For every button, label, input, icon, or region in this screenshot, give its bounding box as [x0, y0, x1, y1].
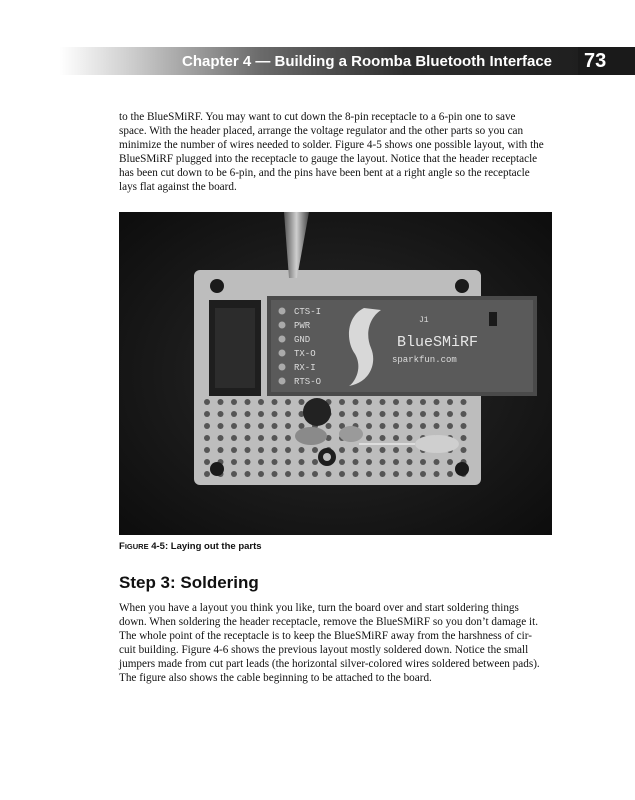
perfboard-hole [326, 423, 332, 429]
pin-label: CTS-I [294, 307, 322, 317]
perfboard-hole [434, 471, 440, 477]
perfboard-hole [272, 447, 278, 453]
perfboard-hole [285, 423, 291, 429]
perfboard-hole [380, 471, 386, 477]
perfboard-hole [204, 435, 210, 441]
perfboard-hole [258, 447, 264, 453]
perfboard-hole [393, 435, 399, 441]
perfboard-hole [339, 399, 345, 405]
perfboard-hole [434, 459, 440, 465]
perfboard-hole [447, 423, 453, 429]
perfboard-hole [204, 399, 210, 405]
perfboard-hole [434, 423, 440, 429]
perfboard-hole [380, 435, 386, 441]
pin-label: TX-O [294, 349, 316, 359]
perfboard-hole [393, 411, 399, 417]
perfboard-hole [285, 459, 291, 465]
perfboard-hole [447, 459, 453, 465]
perfboard-hole [258, 399, 264, 405]
perfboard-hole [339, 447, 345, 453]
perfboard-hole [366, 459, 372, 465]
perfboard-hole [366, 411, 372, 417]
perfboard-hole [272, 423, 278, 429]
perfboard-hole [272, 399, 278, 405]
perfboard-hole [231, 399, 237, 405]
brand-label: BlueSMiRF [397, 334, 479, 351]
perfboard-hole [312, 447, 318, 453]
perfboard-hole [407, 459, 413, 465]
perfboard-hole [353, 447, 359, 453]
perfboard-hole [299, 447, 305, 453]
perfboard-hole [407, 423, 413, 429]
perfboard-hole [272, 459, 278, 465]
perfboard-hole [447, 399, 453, 405]
perfboard-hole [380, 411, 386, 417]
perfboard-hole [231, 423, 237, 429]
perfboard-hole [434, 399, 440, 405]
perfboard-hole [285, 471, 291, 477]
perfboard-hole [312, 471, 318, 477]
perfboard-hole [393, 447, 399, 453]
perfboard-hole [272, 411, 278, 417]
perfboard-hole [231, 447, 237, 453]
paragraph-line: space. With the header placed, arrange the voltage regulator and the other parts so you can [119, 125, 524, 137]
paragraph-line: When you have a layout you think you like, turn the board over and start soldering things [119, 602, 519, 614]
perfboard-hole [380, 423, 386, 429]
voltage-regulator [303, 398, 331, 426]
perfboard-hole [461, 447, 467, 453]
perfboard-hole [366, 399, 372, 405]
perfboard-hole [231, 435, 237, 441]
perfboard-hole [366, 447, 372, 453]
perfboard-hole [461, 435, 467, 441]
perfboard-hole [285, 435, 291, 441]
figure-caption: FIGURE 4-5: Laying out the parts [119, 541, 262, 552]
perfboard-hole [353, 411, 359, 417]
perfboard-hole [393, 471, 399, 477]
pin-label: RTS-O [294, 377, 322, 387]
perfboard-hole [258, 471, 264, 477]
chapter-title: Chapter 4 — Building a Roomba Bluetooth Interface [182, 53, 553, 70]
section-heading: Step 3: Soldering [119, 573, 259, 592]
perfboard-hole [299, 471, 305, 477]
figure-photo-circuit-board [119, 212, 552, 535]
perfboard-hole [434, 411, 440, 417]
paragraph-line: cuit building. Figure 4-6 shows the previous layout mostly soldered down. Notice the small [119, 644, 529, 656]
perfboard-hole [326, 471, 332, 477]
paragraph-line: The figure also shows the cable beginning to be attached to the board. [119, 672, 432, 684]
perfboard-hole [218, 423, 224, 429]
perfboard-hole [218, 411, 224, 417]
perfboard-hole [407, 435, 413, 441]
perfboard-hole [380, 459, 386, 465]
paragraph-line: has been cut down to be 6-pin, and the pins have been bent at a right angle so the receptacle [119, 167, 530, 179]
perfboard-hole [353, 399, 359, 405]
perfboard-hole [447, 471, 453, 477]
perfboard-hole [353, 459, 359, 465]
paragraph-line: lays flat against the board. [119, 181, 237, 193]
perfboard-hole [366, 423, 372, 429]
perfboard-hole [447, 411, 453, 417]
perfboard-hole [366, 471, 372, 477]
perfboard-hole [258, 435, 264, 441]
perfboard-hole [204, 447, 210, 453]
perfboard-hole [218, 447, 224, 453]
site-label: sparkfun.com [392, 355, 457, 365]
perfboard-hole [407, 411, 413, 417]
perfboard-hole [380, 399, 386, 405]
perfboard-hole [393, 459, 399, 465]
paragraph-line: to the BlueSMiRF. You may want to cut down the 8-pin receptacle to a 6-pin one to save [119, 111, 516, 123]
perfboard-hole [461, 399, 467, 405]
perfboard-hole [231, 411, 237, 417]
perfboard-hole [285, 411, 291, 417]
led [415, 435, 459, 453]
perfboard-hole [339, 411, 345, 417]
perfboard-hole [245, 423, 251, 429]
perfboard-hole [461, 423, 467, 429]
perfboard-hole [204, 423, 210, 429]
perfboard-hole [420, 399, 426, 405]
perfboard-hole [258, 459, 264, 465]
perfboard-hole [231, 459, 237, 465]
perfboard-hole [339, 471, 345, 477]
perfboard-hole [461, 411, 467, 417]
perfboard-hole [420, 411, 426, 417]
perfboard-hole [285, 447, 291, 453]
perfboard-hole [258, 423, 264, 429]
capacitor [295, 427, 327, 445]
pin-label: RX-I [294, 363, 316, 373]
perfboard-hole [245, 447, 251, 453]
perfboard-hole [407, 471, 413, 477]
perfboard-hole [245, 435, 251, 441]
perfboard-hole [312, 459, 318, 465]
perfboard-hole [393, 423, 399, 429]
perfboard-hole [407, 447, 413, 453]
perfboard-hole [231, 471, 237, 477]
paragraph-line: minimize the number of wires needed to solder. Figure 4-5 shows one possible layout, with the [119, 139, 544, 151]
pin-label: PWR [294, 321, 311, 331]
perfboard-hole [339, 459, 345, 465]
perfboard-hole [204, 459, 210, 465]
soldering-paragraph [119, 601, 557, 685]
paragraph-line: jumpers made from cut part leads (the horizontal silver-colored wires soldered between pads). [119, 658, 540, 670]
perfboard-hole [366, 435, 372, 441]
perfboard-hole [420, 459, 426, 465]
perfboard-hole [299, 459, 305, 465]
perfboard-hole [380, 447, 386, 453]
paragraph-line: The whole point of the receptacle is to keep the BlueSMiRF away from the harshness of cir- [119, 630, 532, 642]
perfboard-hole [272, 435, 278, 441]
intro-paragraph [119, 110, 557, 194]
pin-label: GND [294, 335, 311, 345]
paragraph-line: down. When soldering the header receptacle, remove the BlueSMiRF so you don’t damage it. [119, 616, 539, 628]
perfboard-hole [272, 471, 278, 477]
j1-label: J1 [419, 316, 429, 325]
perfboard-hole [245, 471, 251, 477]
perfboard-hole [245, 399, 251, 405]
perfboard-hole [245, 459, 251, 465]
perfboard-hole [204, 411, 210, 417]
perfboard-hole [245, 411, 251, 417]
page-number: 73 [578, 47, 635, 75]
perfboard-hole [420, 471, 426, 477]
perfboard-hole [204, 471, 210, 477]
perfboard-hole [407, 399, 413, 405]
perfboard-hole [353, 471, 359, 477]
perfboard-hole [285, 399, 291, 405]
perfboard-hole [420, 423, 426, 429]
perfboard-hole [218, 399, 224, 405]
paragraph-line: BlueSMiRF plugged into the receptacle to gauge the layout. Notice that the header receptacle [119, 153, 538, 165]
perfboard-hole [393, 399, 399, 405]
perfboard-hole [218, 435, 224, 441]
perfboard-hole [299, 399, 305, 405]
perfboard-hole [258, 411, 264, 417]
